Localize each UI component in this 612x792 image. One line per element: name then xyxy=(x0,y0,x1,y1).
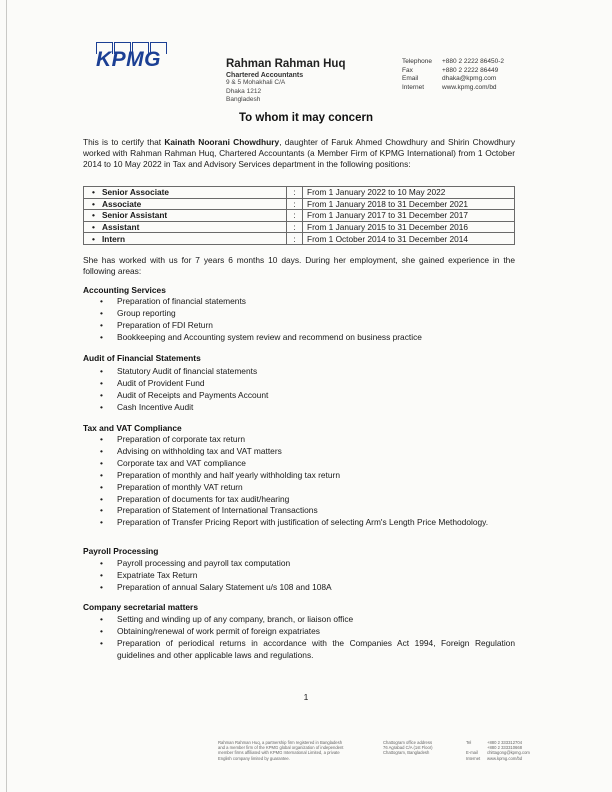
footer-contact-labels xyxy=(466,740,486,761)
list-item: • Setting and winding up of any company, branch, or liaison office xyxy=(100,614,354,624)
section-title: Accounting Services xyxy=(83,285,166,295)
footer-contact-values xyxy=(487,740,557,761)
list-item: • Preparation of monthly and half yearly withholding tax return xyxy=(100,469,340,480)
list-item: • Preparation of Transfer Pricing Report with justification of selecting Arm's Length Price Methodology. xyxy=(100,517,489,528)
list-item: • Preparation of financial statements xyxy=(100,296,246,306)
footer-line: and a member firm of the KPMG global organization of independent xyxy=(218,745,344,751)
list-item: • Cash Incentive Audit xyxy=(100,401,194,412)
contact-label: Internet xyxy=(402,83,425,91)
employee-name: Kainath Noorani Chowdhury xyxy=(164,137,280,147)
role-label: Assistant xyxy=(102,222,140,233)
list-item: • Audit of Provident Fund xyxy=(100,377,205,388)
role-cell: • Intern xyxy=(84,233,287,245)
period-cell: From 1 January 2017 to 31 December 2017 xyxy=(303,210,515,222)
list-item: • Preparation of documents for tax audit/hearing xyxy=(100,493,290,504)
list-item: • Preparation of periodical returns in accordance with the Companies Act 1994, Foreign Regulation guidelines and other applicable laws and regulations. xyxy=(100,637,515,660)
contact-value: dhaka@kpmg.com xyxy=(442,75,497,82)
contact-label: Email xyxy=(402,75,419,82)
section-list xyxy=(100,366,515,414)
footer-value: +880 2 333310668 xyxy=(487,745,523,751)
firm-block xyxy=(226,58,346,105)
section-title: Company secretarial matters xyxy=(83,602,198,612)
separator-cell: : xyxy=(287,187,303,199)
footer-line: Chattogram, Bangladesh xyxy=(383,750,430,756)
list-item: • Group reporting xyxy=(100,307,176,318)
section-list xyxy=(100,434,515,529)
list-item: • Preparation of FDI Return xyxy=(100,319,213,330)
contact-value: www.kpmg.com/bd xyxy=(442,83,497,91)
footer-value: www.kpmg.com/bd xyxy=(487,755,523,761)
role-cell: • Senior Assistant xyxy=(84,210,287,222)
role-cell: • Assistant xyxy=(84,221,287,233)
separator-cell: : xyxy=(287,198,303,210)
contact-label: Telephone xyxy=(402,58,432,65)
list-item: • Bookkeeping and Accounting system review and recommend on business practice xyxy=(100,331,422,342)
contact-value: +880 2 2222 86449 xyxy=(442,66,499,74)
logo-text: KPMG xyxy=(96,48,161,71)
list-item: • Statutory Audit of financial statements xyxy=(100,366,258,376)
table-row xyxy=(84,221,515,233)
period-cell: From 1 January 2015 to 31 December 2016 xyxy=(303,221,515,233)
section-list xyxy=(100,296,515,344)
intro-after: , daughter of Faruk Ahmed Chowdhury and Shirin Chowdhury worked with Rahman Rahman Huq, Chartered Accountants (a Member Firm of KPMG International) from 1 October 2014 to 10 May 2022 in Tax and Advisory Services department in the following positions: xyxy=(83,137,516,169)
period-cell: From 1 January 2022 to 10 May 2022 xyxy=(303,187,515,199)
separator-cell: : xyxy=(287,233,303,245)
contact-block xyxy=(402,58,504,92)
experience-paragraph: She has worked with us for 7 years 6 months 10 days. During her employment, she gained experience in the following areas: xyxy=(83,255,515,276)
footer-line: English company limited by guarantee. xyxy=(218,755,290,761)
section-title: Tax and VAT Compliance xyxy=(83,423,182,433)
contact-value: +880 2 2222 86450-2 xyxy=(442,58,504,65)
table-row xyxy=(84,198,515,210)
kpmg-logo xyxy=(96,42,170,70)
table-row xyxy=(84,233,515,245)
contact-row xyxy=(402,58,504,67)
letter-heading: To whom it may concern xyxy=(239,112,373,124)
page-number: 1 xyxy=(303,692,309,702)
list-item: • Preparation of corporate tax return xyxy=(100,434,246,444)
separator-cell: : xyxy=(287,210,303,222)
period-cell: From 1 January 2018 to 31 December 2021 xyxy=(303,198,515,210)
address-line: Bangladesh xyxy=(226,96,261,103)
firm-name: Rahman Rahman Huq xyxy=(226,58,346,70)
footer-line: 76 Agrabad C/A (1st Floor) xyxy=(383,745,433,751)
role-label: Senior Assistant xyxy=(102,210,168,221)
role-cell: • Associate xyxy=(84,198,287,210)
footer-label: E-mail xyxy=(466,750,478,756)
list-item: • Preparation of monthly VAT return xyxy=(100,481,243,492)
footer-line: Chattogram office address xyxy=(383,740,433,745)
table-row xyxy=(84,187,515,199)
contact-row xyxy=(402,75,504,84)
list-item: • Obtaining/renewal of work permit of foreign expatriates xyxy=(100,625,320,636)
section-list xyxy=(100,558,515,594)
footer-label: Tel xyxy=(466,740,472,745)
role-label: Intern xyxy=(102,233,126,244)
list-item: • Advising on withholding tax and VAT matters xyxy=(100,445,282,456)
footer-office xyxy=(383,740,453,756)
positions-table xyxy=(83,186,515,245)
footer-value: chittagong@kpmg.com xyxy=(487,750,530,756)
section-title: Audit of Financial Statements xyxy=(83,353,201,363)
list-item: • Preparation of annual Salary Statement u/s 108 and 108A xyxy=(100,581,332,592)
separator-cell: : xyxy=(287,221,303,233)
list-item: • Corporate tax and VAT compliance xyxy=(100,457,246,468)
role-label: Senior Associate xyxy=(102,187,170,198)
contact-row xyxy=(402,84,504,93)
footer-line: member firms affiliated with KPMG International Limited, a private xyxy=(218,750,340,756)
section-title: Payroll Processing xyxy=(83,546,159,556)
list-item: • Audit of Receipts and Payments Account xyxy=(100,389,269,400)
contact-label: Fax xyxy=(402,66,413,74)
address-line: 9 & 5 Mohakhali C/A xyxy=(226,79,286,86)
role-cell: • Senior Associate xyxy=(84,187,287,199)
intro-paragraph xyxy=(83,137,515,170)
list-item: • Expatriate Tax Return xyxy=(100,569,198,580)
footer-label: Internet xyxy=(466,755,481,761)
footer-value: +880 2 333312704 xyxy=(487,740,523,745)
table-row xyxy=(84,210,515,222)
firm-subtitle: Chartered Accountants xyxy=(226,72,304,79)
address-line: Dhaka 1212 xyxy=(226,87,262,95)
footer-line: Rahman Rahman Huq, a partnership firm registered in Bangladesh xyxy=(218,740,343,745)
period-cell: From 1 October 2014 to 31 December 2014 xyxy=(303,233,515,245)
footer-legal xyxy=(218,740,378,761)
role-label: Associate xyxy=(102,198,142,209)
contact-row xyxy=(402,67,504,76)
list-item: • Payroll processing and payroll tax computation xyxy=(100,558,291,568)
intro-before: This is to certify that xyxy=(83,137,165,147)
section-list xyxy=(100,614,515,662)
list-item: • Preparation of Statement of International Transactions xyxy=(100,505,318,516)
